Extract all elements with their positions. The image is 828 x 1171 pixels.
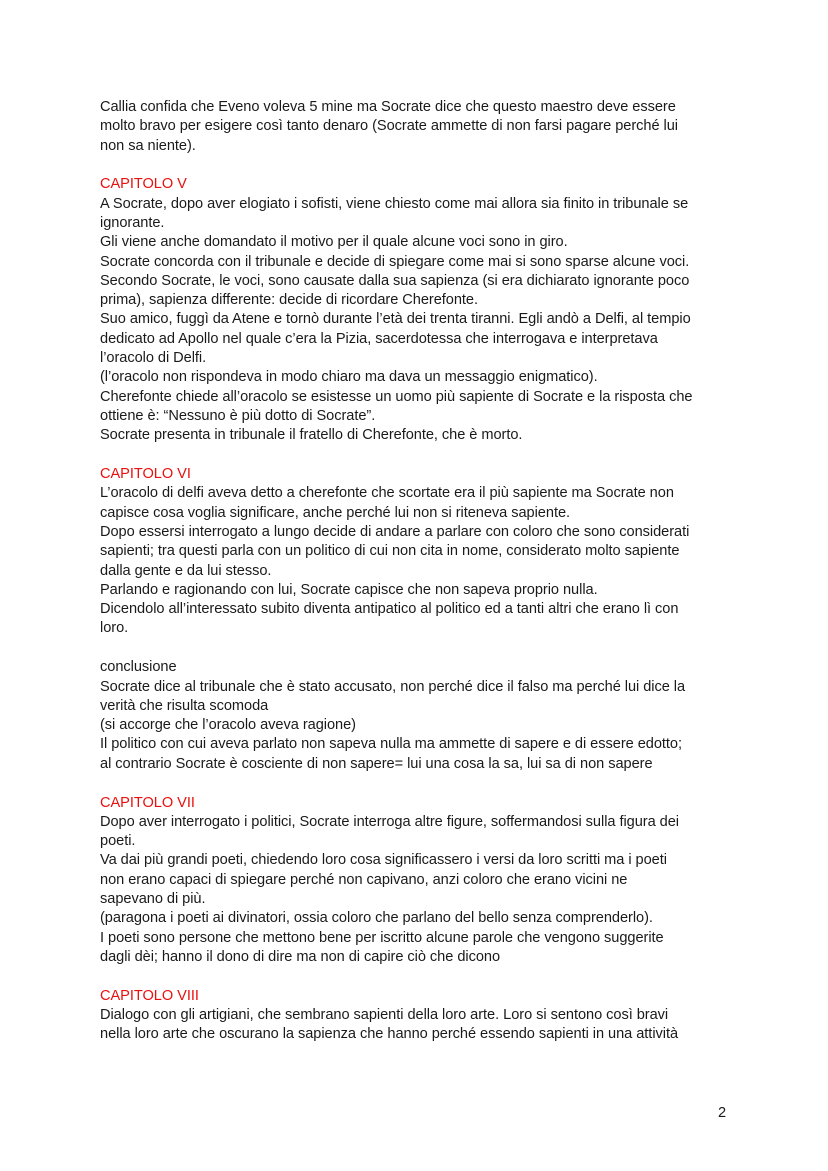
chapter-8-heading: CAPITOLO VIII	[100, 987, 199, 1004]
text-line: I poeti sono persone che mettono bene per iscritto alcune parole che vengono suggerite	[100, 929, 664, 946]
text-line: prima), sapienza differente: decide di ricordare Cherefonte.	[100, 292, 478, 309]
text-line: non sa niente).	[100, 137, 196, 154]
text-line: (paragona i poeti ai divinatori, ossia coloro che parlano del bello senza comprenderlo).	[100, 910, 653, 927]
text-line: Dopo essersi interrogato a lungo decide di andare a parlare con coloro che sono considerati	[100, 523, 690, 540]
document-page	[100, 98, 728, 1045]
text-line: verità che risulta scomoda	[100, 697, 269, 714]
text-line: Cherefonte chiede all’oracolo se esistesse un uomo più sapiente di Socrate e la risposta che	[100, 388, 693, 405]
text-line: nella loro arte che oscurano la sapienza che hanno perché essendo sapienti in una attività	[100, 1026, 679, 1043]
text-line: sapevano di più.	[100, 890, 206, 907]
chapter-5-section	[100, 175, 728, 445]
text-line: dedicato ad Apollo nel quale c’era la Pizia, sacerdotessa che interrogava e interpretava	[100, 330, 658, 347]
text-line: Socrate presenta in tribunale il fratello di Cherefonte, che è morto.	[100, 427, 523, 444]
text-line: L’oracolo di delfi aveva detto a cherefonte che scortate era il più sapiente ma Socrate non	[100, 485, 674, 502]
text-line: non erano capaci di spiegare perché non capivano, anzi coloro che erano vicini ne	[100, 871, 628, 888]
text-line: l’oracolo di Delfi.	[100, 350, 207, 367]
text-line: (si accorge che l’oracolo aveva ragione)	[100, 717, 356, 734]
text-line: Dicendolo all’interessato subito diventa antipatico al politico ed a tanti altri che erano lì con	[100, 601, 679, 618]
chapter-7-section	[100, 794, 728, 968]
conclusion-section	[100, 658, 728, 774]
text-line: Socrate dice al tribunale che è stato accusato, non perché dice il falso ma perché lui dice la	[100, 678, 686, 695]
text-line: dagli dèi; hanno il dono di dire ma non di capire ciò che dicono	[100, 948, 501, 965]
text-line: Secondo Socrate, le voci, sono causate dalla sua sapienza (si era dichiarato ignorante poco	[100, 272, 690, 289]
text-line: ottiene è: “Nessuno è più dotto di Socrate”.	[100, 407, 376, 424]
chapter-6-heading: CAPITOLO VI	[100, 466, 191, 483]
chapter-5-heading: CAPITOLO V	[100, 176, 187, 193]
text-line: capisce cosa voglia significare, anche perché lui non si riteneva sapiente.	[100, 504, 571, 521]
text-line: al contrario Socrate è cosciente di non sapere= lui una cosa la sa, lui sa di non sapere	[100, 755, 653, 772]
chapter-8-section	[100, 987, 728, 1045]
text-line: Il politico con cui aveva parlato non sapeva nulla ma ammette di sapere e di essere edotto;	[100, 736, 682, 753]
text-line: Gli viene anche domandato il motivo per il quale alcune voci sono in giro.	[100, 234, 568, 251]
text-line: molto bravo per esigere così tanto denaro (Socrate ammette di non farsi pagare perché lui	[100, 118, 678, 135]
text-line: Socrate concorda con il tribunale e decide di spiegare come mai si sono sparse alcune voci.	[100, 253, 690, 270]
text-line: A Socrate, dopo aver elogiato i sofisti, viene chiesto come mai allora sia finito in tribunale se	[100, 195, 689, 212]
chapter-6-section	[100, 465, 728, 639]
text-line: loro.	[100, 620, 129, 637]
text-line: (l’oracolo non rispondeva in modo chiaro ma dava un messaggio enigmatico).	[100, 369, 598, 386]
text-line: dalla gente e da lui stesso.	[100, 562, 272, 579]
text-line: ignorante.	[100, 214, 165, 231]
text-line: Dialogo con gli artigiani, che sembrano sapienti della loro arte. Loro si sentono così bravi	[100, 1006, 669, 1023]
text-line: Va dai più grandi poeti, chiedendo loro cosa significassero i versi da loro scritti ma i poeti	[100, 852, 667, 869]
text-line: Parlando e ragionando con lui, Socrate capisce che non sapeva proprio nulla.	[100, 581, 598, 598]
text-line: Callia confida che Eveno voleva 5 mine ma Socrate dice che questo maestro deve essere	[100, 99, 676, 115]
text-line: poeti.	[100, 833, 136, 850]
chapter-7-heading: CAPITOLO VII	[100, 794, 195, 811]
text-line: Dopo aver interrogato i politici, Socrate interroga altre figure, soffermandosi sulla figura dei	[100, 813, 679, 830]
conclusion-heading: conclusione	[100, 659, 177, 676]
intro-paragraph	[100, 98, 728, 156]
page-number: 2	[718, 1105, 727, 1121]
text-line: sapienti; tra questi parla con un politico di cui non cita in nome, considerato molto sapiente	[100, 543, 680, 560]
text-line: Suo amico, fuggì da Atene e tornò durante l’età dei trenta tiranni. Egli andò a Delfi, al tempio	[100, 311, 691, 328]
